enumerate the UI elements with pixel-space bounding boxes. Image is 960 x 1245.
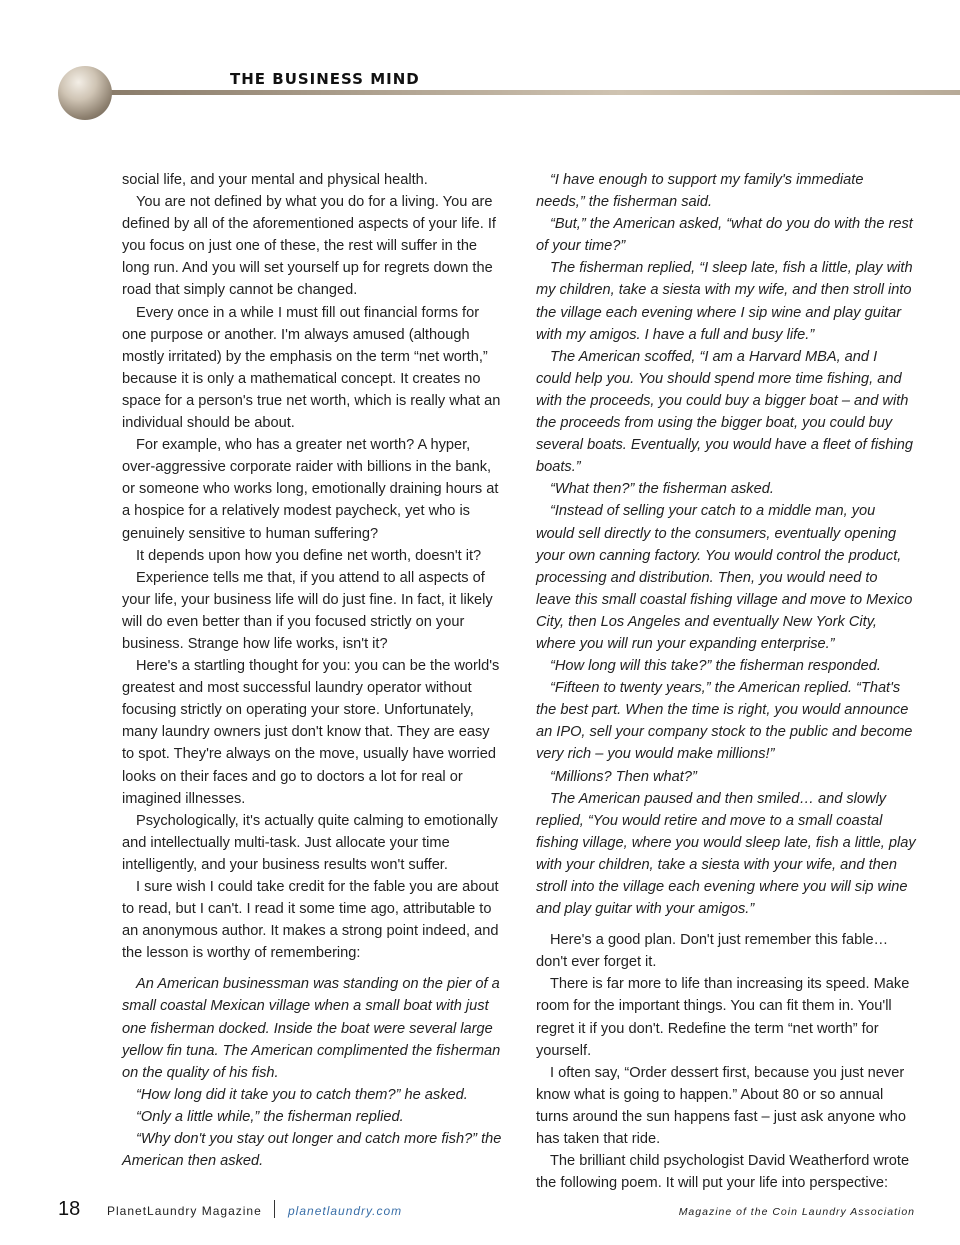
- footer-separator: [274, 1200, 275, 1218]
- fable-paragraph: “Millions? Then what?”: [550, 768, 697, 785]
- paragraph: Experience tells me that, if you attend to all aspects of your life, your business life will do just fine. In fact, it likely will do even better than if you focused strictly on your business. Strange how life works, isn't it?: [122, 569, 493, 652]
- fable-paragraph: “What then?” the fisherman asked.: [550, 481, 774, 498]
- fable-paragraph: The American scoffed, “I am a Harvard MBA, and I could help you. You should spend more time fishing, and with the proceeds, you could buy a bigger boat – and with the proceeds from using the bigger boat, you could buy several boats. Eventually, you would have a fleet of fishing boats.”: [536, 348, 913, 476]
- paragraph: The brilliant child psychologist David Weatherford wrote the following poem. It will put your life into perspective:: [536, 1153, 910, 1192]
- left-column: [122, 169, 504, 1172]
- fable-paragraph: “How long will this take?” the fisherman responded.: [550, 658, 881, 675]
- paragraph: I often say, “Order dessert first, because you just never know what is going to happen.” About 80 or so annual turns around the sun happens fast – just ask anyone who has taken that ride.: [536, 1064, 906, 1148]
- right-column: [536, 169, 916, 1194]
- fable-paragraph: “How long did it take you to catch them?” he asked.: [136, 1086, 468, 1103]
- fable-paragraph: “Instead of selling your catch to a middle man, you would sell directly to the consumers, eventually opening your own canning factory. You would control the product, processing and distribution. Then, you would need to leave this small coastal fishing village and move to Mexico City, then Los Angeles and eventually New York City, where you will run your expanding enterprise.”: [536, 503, 913, 652]
- page-number: 18: [58, 1198, 81, 1220]
- fable-paragraph: The fisherman replied, “I sleep late, fish a little, play with my children, take a siesta with my wife, and then stroll into the village each evening where I sip wine and play guitar with my amigos. I have a full and busy life.”: [536, 260, 913, 343]
- fable-paragraph: “Fifteen to twenty years,” the American replied. “That's the best part. When the time is right, you would announce an IPO, sell your company stock to the public and become very rich – you would make millions!”: [536, 680, 913, 763]
- paragraph: Every once in a while I must fill out financial forms for one purpose or another. I'm always amused (although mostly irritated) by the emphasis on the term “net worth,” because it is only a mathematical concept. It creates no space for a person's true net worth, which is really what an individual should be about.: [122, 304, 501, 432]
- paragraph: I sure wish I could take credit for the fable you are about to read, but I can't. I read it some time ago, attributable to an anonymous author. It makes a strong point indeed, and the lesson is worthy of remembering:: [122, 879, 499, 962]
- paragraph: social life, and your mental and physical health.: [122, 172, 428, 188]
- fable-paragraph: An American businessman was standing on the pier of a small coastal Mexican village when a small boat with just one fisherman docked. Inside the boat were several large yellow fin tuna. The American complimented the fisherman on the quality of his fish.: [122, 976, 501, 1081]
- header-disc-ornament: [58, 66, 112, 120]
- fable-paragraph: “Why don't you stay out longer and catch more fish?” the American then asked.: [122, 1131, 502, 1170]
- paragraph: Here's a good plan. Don't just remember this fable… don't ever forget it.: [536, 932, 889, 971]
- fable-paragraph: “Only a little while,” the fisherman replied.: [136, 1108, 404, 1125]
- footer-website-link[interactable]: planetlaundry.com: [288, 1204, 403, 1218]
- paragraph: Psychologically, it's actually quite calming to emotionally and intellectually multi-task. Just allocate your time intelligently, and your business results won't suffer.: [122, 812, 498, 873]
- fable-paragraph: “But,” the American asked, “what do you do with the rest of your time?”: [536, 216, 913, 255]
- paragraph: You are not defined by what you do for a living. You are defined by all of the aforementioned aspects of your life. If you focus on just one of these, the rest will suffer in the long run. And you will set yourself up for regrets down the road that simply cannot be changed.: [122, 194, 496, 299]
- fable-paragraph: “I have enough to support my family's immediate needs,” the fisherman said.: [536, 172, 864, 211]
- fable-paragraph: The American paused and then smiled… and slowly replied, “You would retire and move to a small coastal fishing village, where you would sleep late, fish a little, play with your children, take a siesta with your wife, and then stroll into the village each evening where you will sip wine and play guitar with your amigos.”: [536, 790, 916, 918]
- footer-association: Magazine of the Coin Laundry Association: [678, 1206, 915, 1218]
- paragraph: There is far more to life than increasing its speed. Make room for the important things. You can fit them in. You'll regret it if you don't. Redefine the term “net worth” for yourself.: [536, 976, 910, 1059]
- footer-magazine-name: PlanetLaundry Magazine: [107, 1204, 262, 1218]
- paragraph: It depends upon how you define net worth, doesn't it?: [136, 547, 482, 564]
- section-title: THE BUSINESS MIND: [230, 70, 420, 88]
- paragraph: For example, who has a greater net worth? A hyper, over-aggressive corporate raider with billions in the bank, or someone who works long, emotionally draining hours at a hospice for a relatively modest paycheck, yet who is genuinely sensitive to human suffering?: [122, 437, 499, 542]
- header-rule: [110, 90, 960, 95]
- paragraph: Here's a startling thought for you: you can be the world's greatest and most successful laundry operator without focusing strictly on operating your store. Unfortunately, many laundry owners just don't know that. They are easy to spot. They're always on the move, usually have worried looks on their faces and go to doctors a lot for real or imagined illnesses.: [122, 658, 500, 807]
